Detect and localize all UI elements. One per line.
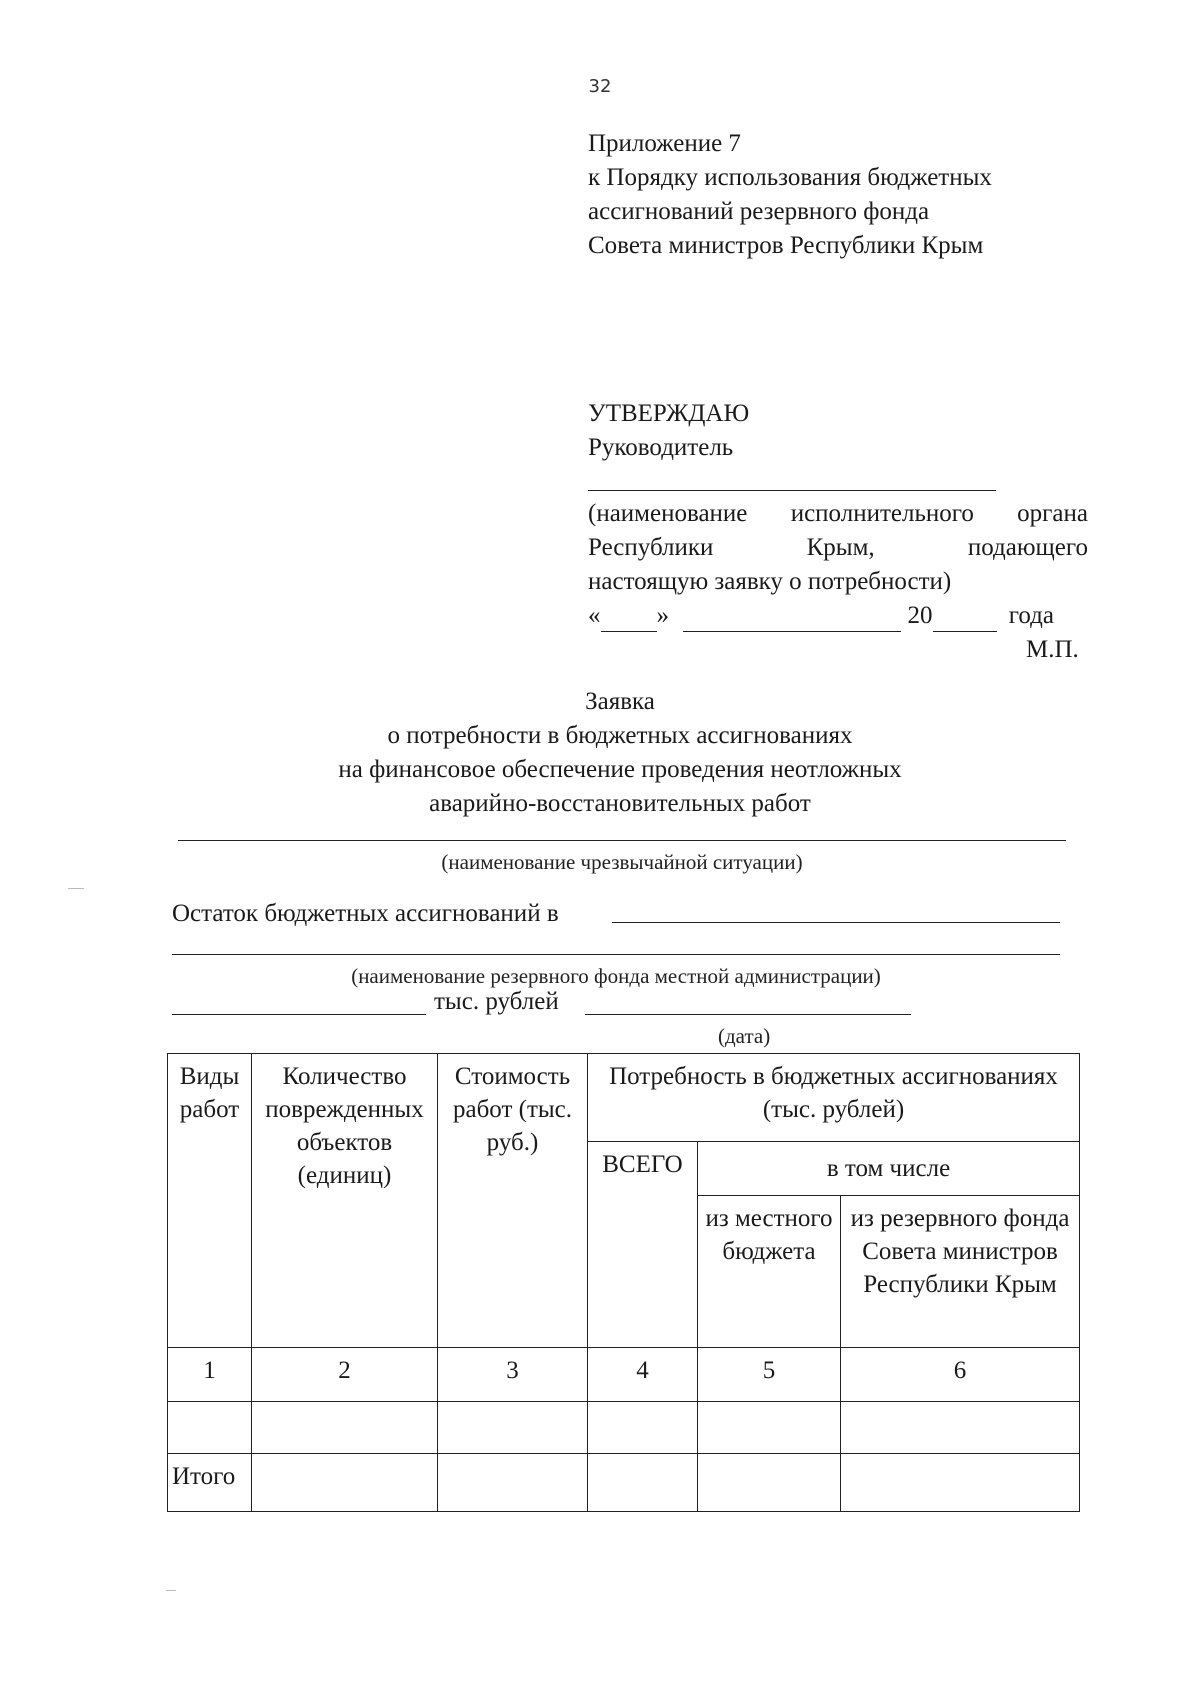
scan-mark [166, 1590, 176, 1591]
month-blank [683, 605, 901, 632]
empty-cell [698, 1454, 841, 1512]
header-work-types: Виды работ [168, 1054, 252, 1348]
column-number: 2 [252, 1348, 438, 1402]
seal-mark: М.П. [1026, 636, 1079, 663]
remainder-fund-blank [612, 922, 1060, 923]
header-need-group: Потребность в бюджетных ассигнованиях (тыс. рублей) [588, 1054, 1080, 1142]
approval-caption-line-2: Республики Крым, подающего [588, 534, 1089, 561]
need-table [167, 1053, 1080, 1512]
header-work-cost: Стоимость работ (тыс. руб.) [438, 1054, 588, 1348]
empty-cell [841, 1402, 1080, 1454]
appendix-line-4: Совета министров Республики Крым [588, 232, 984, 259]
column-number: 5 [698, 1348, 841, 1402]
amount-blank [172, 1014, 426, 1015]
request-subtitle-1: о потребности в бюджетных ассигнованиях [387, 722, 853, 749]
request-title: Заявка [585, 688, 655, 715]
approval-caption-line-1: (наименование исполнительного органа [588, 500, 1088, 527]
date-caption: (дата) [718, 1024, 771, 1048]
approval-role: Руководитель [588, 434, 734, 461]
header-total: ВСЕГО [588, 1142, 698, 1348]
scan-mark [68, 888, 84, 889]
empty-cell [841, 1454, 1080, 1512]
empty-cell [252, 1454, 438, 1512]
emergency-caption: (наименование чрезвычайной ситуации) [441, 850, 803, 874]
column-number: 4 [588, 1348, 698, 1402]
column-number: 3 [438, 1348, 588, 1402]
page-number: 32 [588, 76, 612, 97]
empty-cell [438, 1454, 588, 1512]
header-local-budget: из местного бюджета [698, 1196, 841, 1348]
fund-caption: (наименование резервного фонда местной администрации) [351, 964, 881, 988]
currency-label: тыс. рублей [434, 988, 559, 1015]
empty-cell [588, 1454, 698, 1512]
column-number: 1 [168, 1348, 252, 1402]
empty-cell [438, 1402, 588, 1454]
appendix-line-2: к Порядку использования бюджетных [588, 164, 992, 191]
approver-signature-line [588, 490, 996, 491]
remainder-fund-line [172, 954, 1060, 955]
approval-caption-line-3: настоящую заявку о потребности) [588, 568, 952, 595]
appendix-title: Приложение 7 [588, 130, 741, 157]
empty-cell [588, 1402, 698, 1454]
approval-date-line: « » 20 года [588, 600, 1054, 632]
total-row [168, 1454, 1080, 1512]
total-row-label: Итого [168, 1454, 252, 1512]
remainder-label: Остаток бюджетных ассигнований в [172, 900, 559, 927]
empty-cell [252, 1402, 438, 1454]
appendix-line-3: ассигнований резервного фонда [588, 198, 930, 225]
approval-title: УТВЕРЖДАЮ [588, 400, 750, 427]
year-blank [933, 605, 997, 632]
header-including: в том числе [698, 1142, 1080, 1196]
header-damaged-count: Количество поврежденных объектов (единиц) [252, 1054, 438, 1348]
request-subtitle-2: на финансовое обеспечение проведения неотложных [338, 756, 902, 783]
date-blank [585, 1014, 911, 1015]
day-blank [601, 605, 657, 632]
request-subtitle-3: аварийно-восстановительных работ [429, 790, 811, 817]
table-row [168, 1402, 1080, 1454]
header-reserve-fund: из резервного фонда Совета министров Республики Крым [841, 1196, 1080, 1348]
empty-cell [698, 1402, 841, 1454]
column-number: 6 [841, 1348, 1080, 1402]
emergency-name-line [178, 840, 1066, 841]
empty-cell [168, 1402, 252, 1454]
